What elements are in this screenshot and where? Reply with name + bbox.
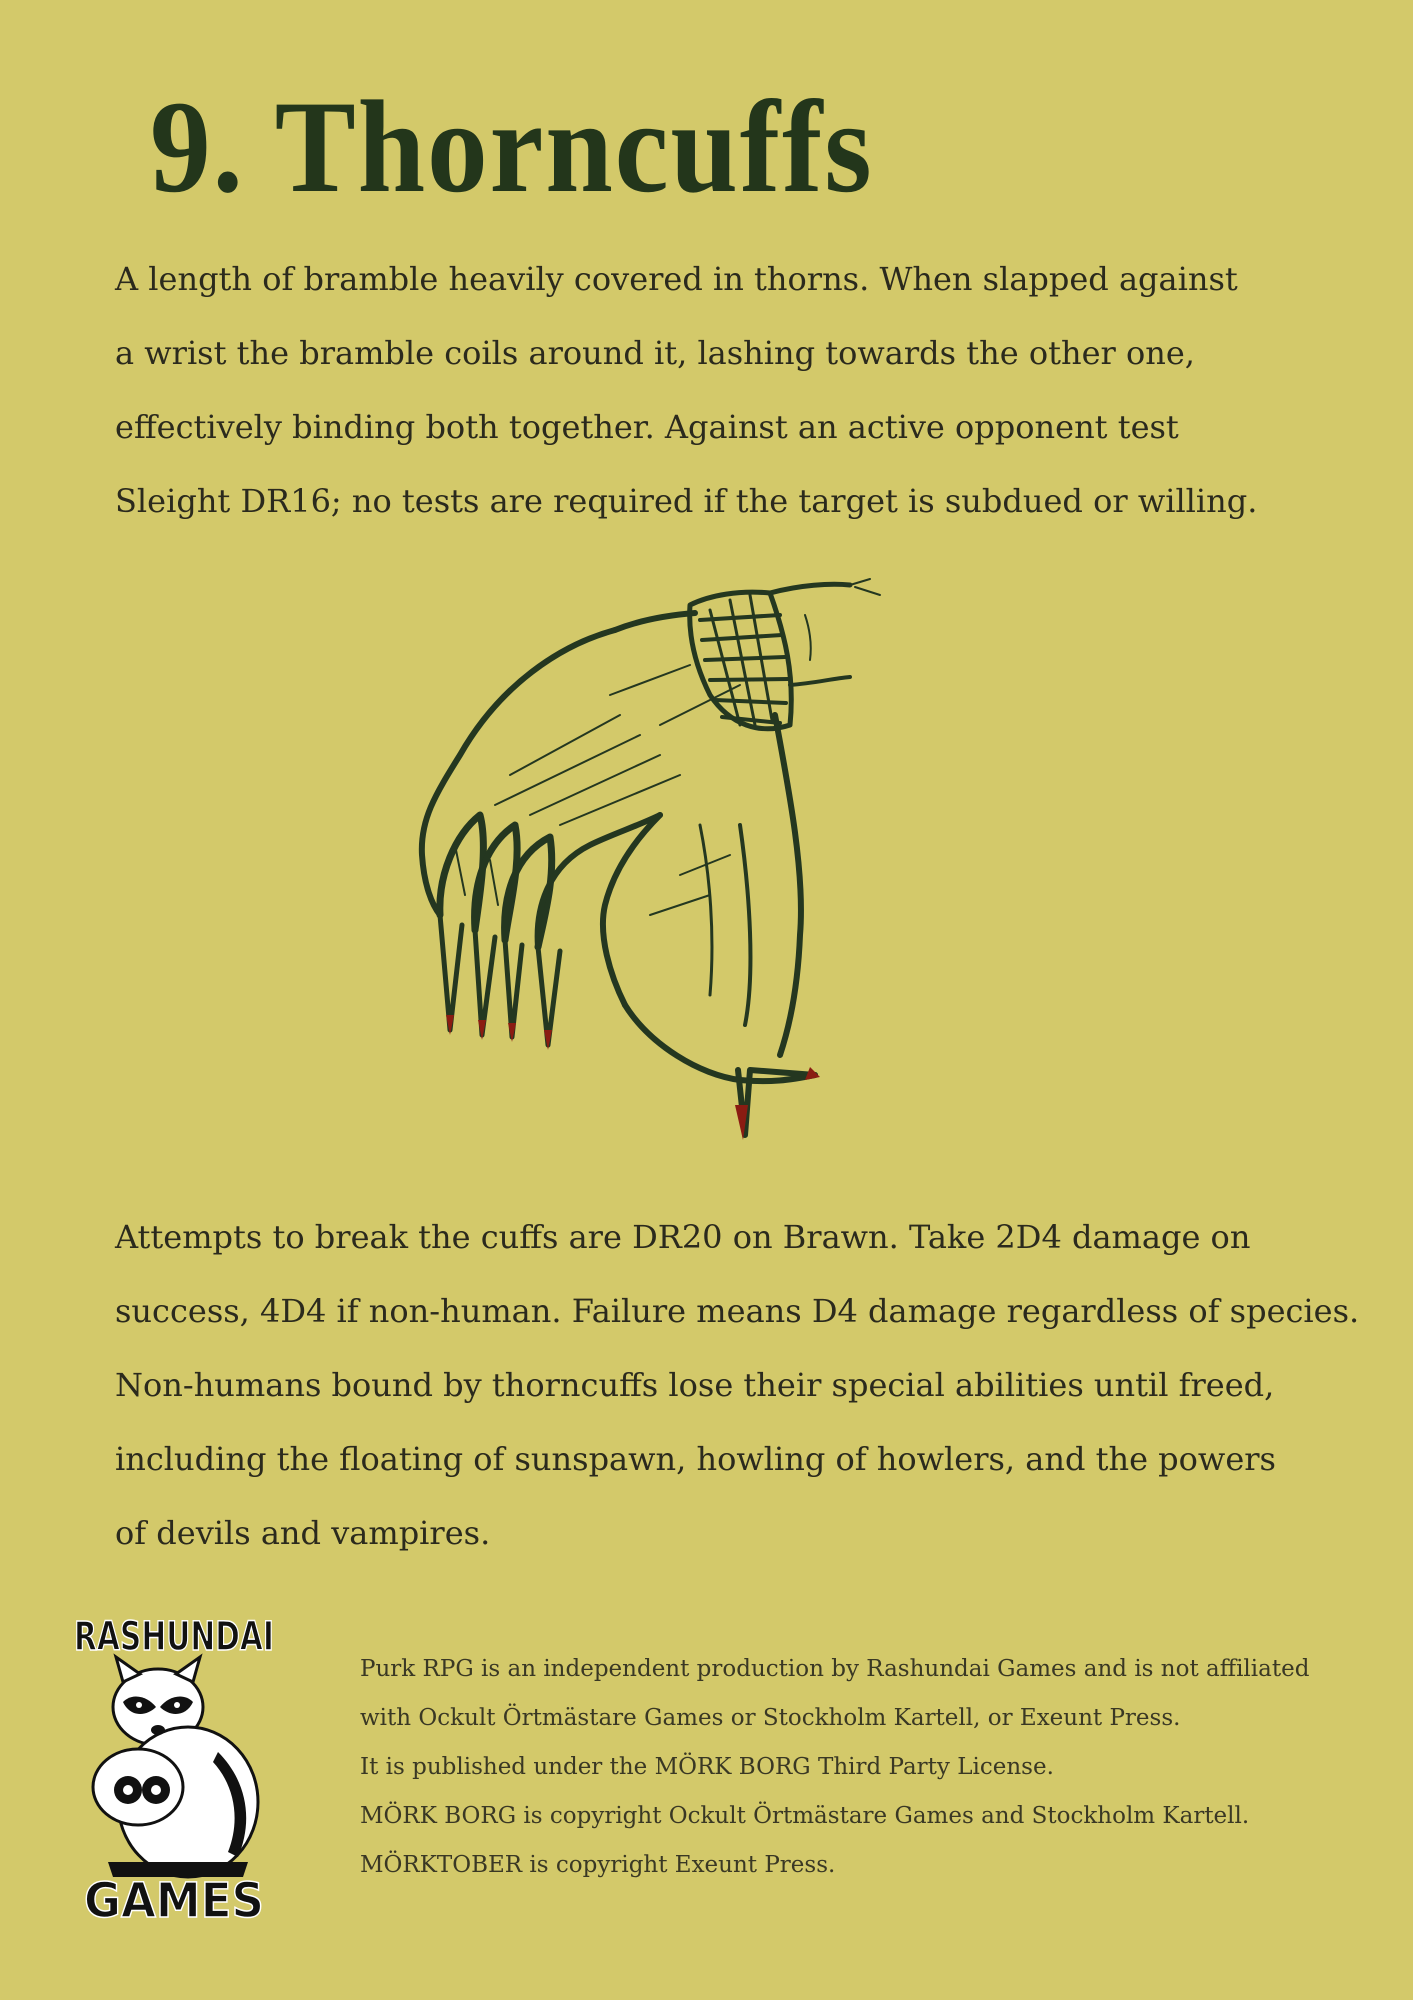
rules-line: success, 4D4 if non-human. Failure means D4 damage regardless of species. [115,1292,1360,1330]
logo-top-text: RASHUNDAI [74,1614,274,1660]
logo-bottom-text: GAMES [84,1873,264,1929]
license-notice [360,1645,1309,1890]
description-line: Sleight DR16; no tests are required if the target is subdued or willing. [115,482,1258,520]
license-line: It is published under the MÖRK BORG Third Party License. [360,1754,1054,1780]
page-title: 9. Thorncuffs [150,73,874,220]
rules-paragraph [115,1200,1360,1570]
license-line: MÖRK BORG is copyright Ockult Örtmästare Games and Stockholm Kartell. [360,1803,1250,1829]
description-line: effectively binding both together. Against an active opponent test [115,408,1179,446]
rules-line: Attempts to break the cuffs are DR20 on Brawn. Take 2D4 damage on [115,1218,1251,1256]
description-line: A length of bramble heavily covered in thorns. When slapped against [115,260,1238,298]
description-line: a wrist the bramble coils around it, lashing towards the other one, [115,334,1195,372]
rules-line: of devils and vampires. [115,1514,491,1552]
rashundai-games-logo [68,1612,280,1928]
thorncuffs-hand-illustration [410,575,980,1155]
description-paragraph [115,242,1295,538]
rules-line: Non-humans bound by thorncuffs lose their special abilities until freed, [115,1366,1275,1404]
rules-line: including the floating of sunspawn, howling of howlers, and the powers [115,1440,1276,1478]
license-line: with Ockult Örtmästare Games or Stockholm Kartell, or Exeunt Press. [360,1705,1181,1731]
license-line: MÖRKTOBER is copyright Exeunt Press. [360,1852,836,1878]
license-line: Purk RPG is an independent production by Rashundai Games and is not affiliated [360,1656,1310,1682]
